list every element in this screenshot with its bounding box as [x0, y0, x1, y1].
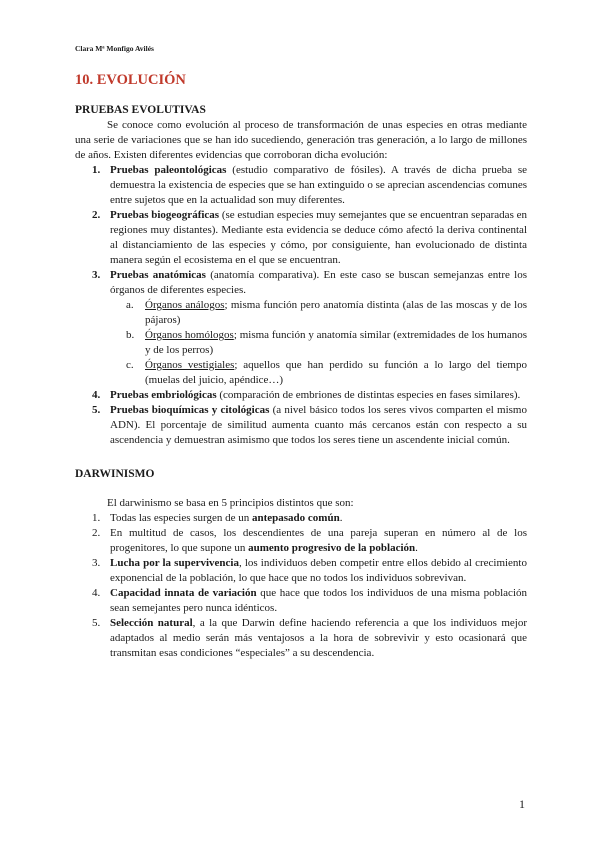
list-term: Lucha por la supervivencia: [110, 557, 239, 569]
list-number: 5.: [92, 404, 101, 416]
section-title-pruebas: PRUEBAS EVOLUTIVAS: [75, 104, 206, 116]
section-spacer: [75, 482, 527, 496]
sublist-term: Órganos análogos: [145, 299, 225, 311]
list-term: Pruebas anatómicas: [110, 269, 206, 281]
organ-sublist: [110, 298, 527, 388]
list-item: [75, 616, 527, 661]
pruebas-intro: Se conoce como evolución al proceso de transformación de unas especies en otras mediante una serie de variaciones que se han ido sucediendo, generación tras generación, a lo largo de millones de años. Existen diferentes evidencias que corroboran dicha evolución:: [75, 119, 527, 161]
list-number: 4.: [92, 587, 101, 599]
sublist-term: Órganos homólogos: [145, 329, 234, 341]
list-number: 5.: [92, 617, 101, 629]
list-item: [75, 526, 527, 556]
list-number: 4.: [92, 389, 101, 401]
list-item: [75, 586, 527, 616]
sublist-term: Órganos vestigiales: [145, 359, 235, 371]
list-term: Pruebas bioquímicas y citológicas: [110, 404, 270, 416]
darwinismo-list: [75, 511, 527, 661]
sublist-letter: b.: [126, 329, 135, 341]
list-text: (comparación de embriones de distintas especies en fases similares).: [216, 389, 521, 401]
list-term: Selección natural: [110, 617, 193, 629]
document-body: [75, 103, 527, 661]
list-text-post: .: [415, 542, 418, 554]
list-number: 2.: [92, 527, 101, 539]
list-term: Capacidad innata de variación: [110, 587, 257, 599]
section-spacer: [75, 448, 527, 467]
page-header-author: Clara Mª Monfigo Avilés: [75, 44, 154, 53]
chapter-title: 10. EVOLUCIÓN: [75, 72, 186, 88]
list-text-pre: Todas las especies surgen de un: [110, 512, 252, 524]
list-item: [75, 556, 527, 586]
list-number: 3.: [92, 557, 101, 569]
list-term: Pruebas paleontológicas: [110, 164, 227, 176]
list-number: 1.: [92, 512, 101, 524]
sublist-letter: c.: [126, 359, 134, 371]
list-item: [75, 163, 527, 208]
list-item: [75, 208, 527, 268]
list-text-post: .: [339, 512, 343, 524]
list-text-post: , los individuos deben competir entre ellos debido al crecimiento exponencial de la población, lo que hace que no todos los individuos sobrevivan.: [110, 557, 527, 584]
sublist-text: ; misma función pero anatomía distinta (alas de las moscas y de los pájaros): [145, 299, 527, 326]
list-item: [75, 403, 527, 448]
page-number: 1: [519, 797, 525, 811]
sublist-item: [110, 298, 527, 328]
list-item: [75, 511, 527, 526]
list-text-post: que hace que todos los individuos de una misma población sean semejantes pero nunca idénticos.: [110, 587, 527, 614]
list-text: (estudio comparativo de fósiles). A través de dicha prueba se demuestra la existencia de especies que se han extinguido o se aprecian ascendencias comunes entre sujetos que en la actualidad son muy diferentes.: [110, 164, 527, 206]
list-text: (a nivel básico todos los seres vivos comparten el mismo ADN). El porcentaje de similitud aumenta cuanto más cercanos están con respecto a su ascendencia y demuestran asimismo que todos los seres tiene un ascendente inicial común.: [110, 404, 527, 446]
list-term: aumento progresivo de la población: [248, 542, 416, 554]
list-number: 2.: [92, 209, 101, 221]
list-item: [75, 268, 527, 388]
sublist-text: ; misma función y anatomía similar (extremidades de los humanos y de los perros): [145, 329, 527, 356]
sublist-item: [110, 328, 527, 358]
list-number: 1.: [92, 164, 101, 176]
list-number: 3.: [92, 269, 101, 281]
sublist-letter: a.: [126, 299, 134, 311]
sublist-item: [110, 358, 527, 388]
list-item: [75, 388, 527, 403]
pruebas-list: [75, 163, 527, 448]
list-text-post: , a la que Darwin define haciendo referencia a que los individuos mejor adaptados al medio serán más ventajosos a la hora de sobrevivir y esto ocasionará que transmitan esas condiciones “especiales” a su descendencia.: [110, 617, 527, 659]
list-term: Pruebas biogeográficas: [110, 209, 220, 221]
section-title-darwinismo: DARWINISMO: [75, 468, 155, 480]
list-text: (se estudian especies muy semejantes que se encuentran separadas en regiones muy distantes). Mediante esta evidencia se deduce cómo afectó la deriva continental al distanciamiento de las especies y cómo, por consiguiente, han evolucionado de distinta manera según el ecosistema en el que se encuentran.: [110, 209, 527, 266]
list-term: Pruebas embriológicas: [110, 389, 217, 401]
sublist-text: ; aquellos que han perdido su función a lo largo del tiempo (muelas del juicio, apéndice…): [145, 359, 527, 386]
list-text: (anatomía comparativa). En este caso se buscan semejanzas entre los órganos de diferentes especies.: [110, 269, 527, 296]
list-term: antepasado común: [252, 512, 340, 524]
darwinismo-intro: El darwinismo se basa en 5 principios distintos que son:: [107, 497, 354, 509]
list-text-pre: En multitud de casos, los descendientes de una pareja superan en número al de los progenitores, lo que supone un: [110, 527, 527, 554]
